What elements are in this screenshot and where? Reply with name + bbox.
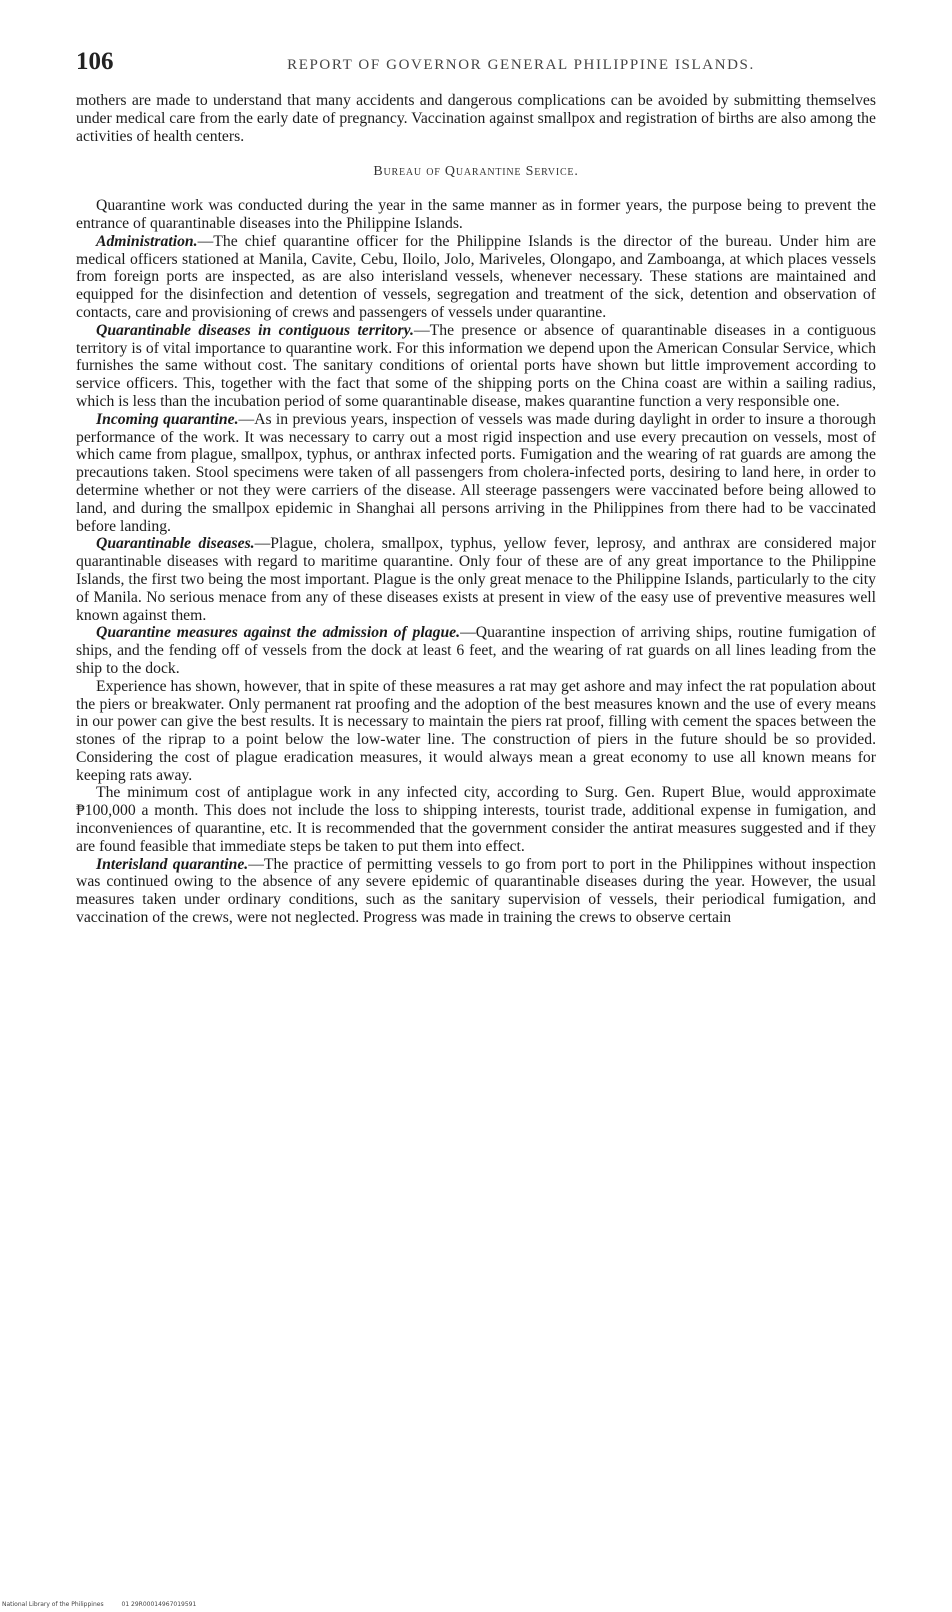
paragraph-text: —As in previous years, inspection of vessels was made during daylight in order to insure a thorough performance of the work. It was necessary to carry out a most rigid inspection and use every precaution on vessels, most of which came from plague, smallpox, typhus, or anthrax infected ports. Fumigation and the wearing of rat guards are among the precautions taken. Stool specimens were taken of all passengers from cholera-infected ports, desiring to land here, in order to determine whether or not they were carriers of the disease. All steerage passengers were vaccinated before being allowed to land, and during the smallpox epidemic in Shanghai all persons arriving in the Philippines from there had to be vaccinated before landing. xyxy=(76,410,876,535)
paragraph-heading: Interisland quarantine. xyxy=(96,855,249,873)
section-heading: Bureau of Quarantine Service. xyxy=(373,164,579,180)
paragraph-text: —The presence or absence of quarantinable diseases in a contiguous territory is of vital importance to quarantine work. For this information we depend upon the American Consular Service, which furnishes the same without cost. The sanitary conditions of oriental ports have shown but little improvement according to service officers. This, together with the fact that some of the shipping ports on the China coast are within a sailing radius, which is less than the incubation period of some quarantinable disease, makes quarantine function a very responsible one. xyxy=(76,321,876,410)
paragraph-general xyxy=(76,197,876,233)
paragraph-heading: Quarantine measures against the admission of plague. xyxy=(96,624,461,642)
page-header xyxy=(76,48,876,92)
intro-paragraph: mothers are made to understand that many accidents and dangerous complications can be avoided by submitting themselves under medical care from the early date of pregnancy. Vaccination against smallpox and registration of births are also among the activities of health centers. xyxy=(76,92,876,145)
paragraph-heading: Quarantinable diseases in contiguous territory. xyxy=(96,321,414,339)
paragraph-contiguous-territory xyxy=(76,322,876,411)
footer-identifier: 01 29R00014967019591 xyxy=(121,1601,197,1608)
paragraph-text: —The practice of permitting vessels to go from port to port in the Philippines without inspection was continued owing to the absence of any severe epidemic of quarantinable diseases during the year. However, the usual measures taken under ordinary conditions, such as the sanitary supervision of vessels, their periodical fumigation, and vaccination of the crews, were not neglected. Progress was made in training the crews to observe certain xyxy=(76,855,876,927)
paragraph-antiplague-cost xyxy=(76,784,876,855)
footer-library: National Library of the Philippines xyxy=(2,1601,104,1608)
paragraph-heading: Quarantinable diseases. xyxy=(96,535,255,553)
paragraph-text: —Quarantine inspection of arriving ships, routine fumigation of ships, and the fending off of vessels from the dock at least 6 feet, and the wearing of rat guards on all lines leading from the ship to the dock. xyxy=(76,624,876,677)
paragraph-administration xyxy=(76,233,876,322)
paragraph-text: —Plague, cholera, smallpox, typhus, yellow fever, leprosy, and anthrax are considered major quarantinable diseases with regard to maritime quarantine. Only four of these are of any great importance to the Philippine Islands, the first two being the most important. Plague is the only great menace to the Philippine Islands, particularly to the city of Manila. No serious menace from any of these diseases exists at present in view of the easy use of preventive measures well known against them. xyxy=(76,535,876,624)
scan-footer xyxy=(2,1601,212,1608)
paragraph-text: Quarantine work was conducted during the year in the same manner as in former years, the purpose being to prevent the entrance of quarantinable diseases into the Philippine Islands. xyxy=(76,197,876,232)
paragraph-text: Experience has shown, however, that in spite of these measures a rat may get ashore and may infect the rat population about the piers or breakwater. Only permanent rat proofing and the adoption of the best measures known and the use of every means in our power can give the best results. It is necessary to maintain the piers rat proof, filling with cement the spaces between the stones of the riprap to a point below the low-water line. The construction of piers in the future should be so provided. Considering the cost of plague eradication measures, it would always mean a great economy to use all known means for keeping rats away. xyxy=(76,677,876,784)
paragraph-text: The minimum cost of antiplague work in any infected city, according to Surg. Gen. Rupert Blue, would approximate ₱100,000 a month. This does not include the loss to shipping interests, tourist trade, additional expense in fumigation, and inconveniences of quarantine, etc. It is recommended that the government consider the antirat measures suggested and if they are found feasible that immediate steps be taken to put them into effect. xyxy=(76,784,876,855)
paragraph-incoming-quarantine xyxy=(76,411,876,536)
page-number: 106 xyxy=(76,48,114,75)
paragraph-interisland-quarantine xyxy=(76,856,876,927)
paragraph-quarantinable-diseases xyxy=(76,535,876,624)
document-page xyxy=(76,48,876,927)
paragraph-plague-measures xyxy=(76,624,876,677)
paragraph-heading: Incoming quarantine. xyxy=(96,410,239,428)
paragraph-heading: Administration. xyxy=(96,232,198,250)
running-title: REPORT OF GOVERNOR GENERAL PHILIPPINE ISLANDS. xyxy=(287,57,755,73)
paragraph-experience xyxy=(76,678,876,785)
paragraph-text: —The chief quarantine officer for the Philippine Islands is the director of the bureau. Under him are medical officers stationed at Manila, Cavite, Cebu, Iloilo, Jolo, Mariveles, Olongapo, and Zamboanga, at which places vessels from foreign ports are inspected, as are also interisland vessels, whenever necessary. These stations are maintained and equipped for the disinfection and detention of vessels, segregation and treatment of the sick, detention and observation of contacts, care and provisioning of crews and passengers of vessels under quarantine. xyxy=(76,232,876,321)
body-text xyxy=(76,92,876,927)
